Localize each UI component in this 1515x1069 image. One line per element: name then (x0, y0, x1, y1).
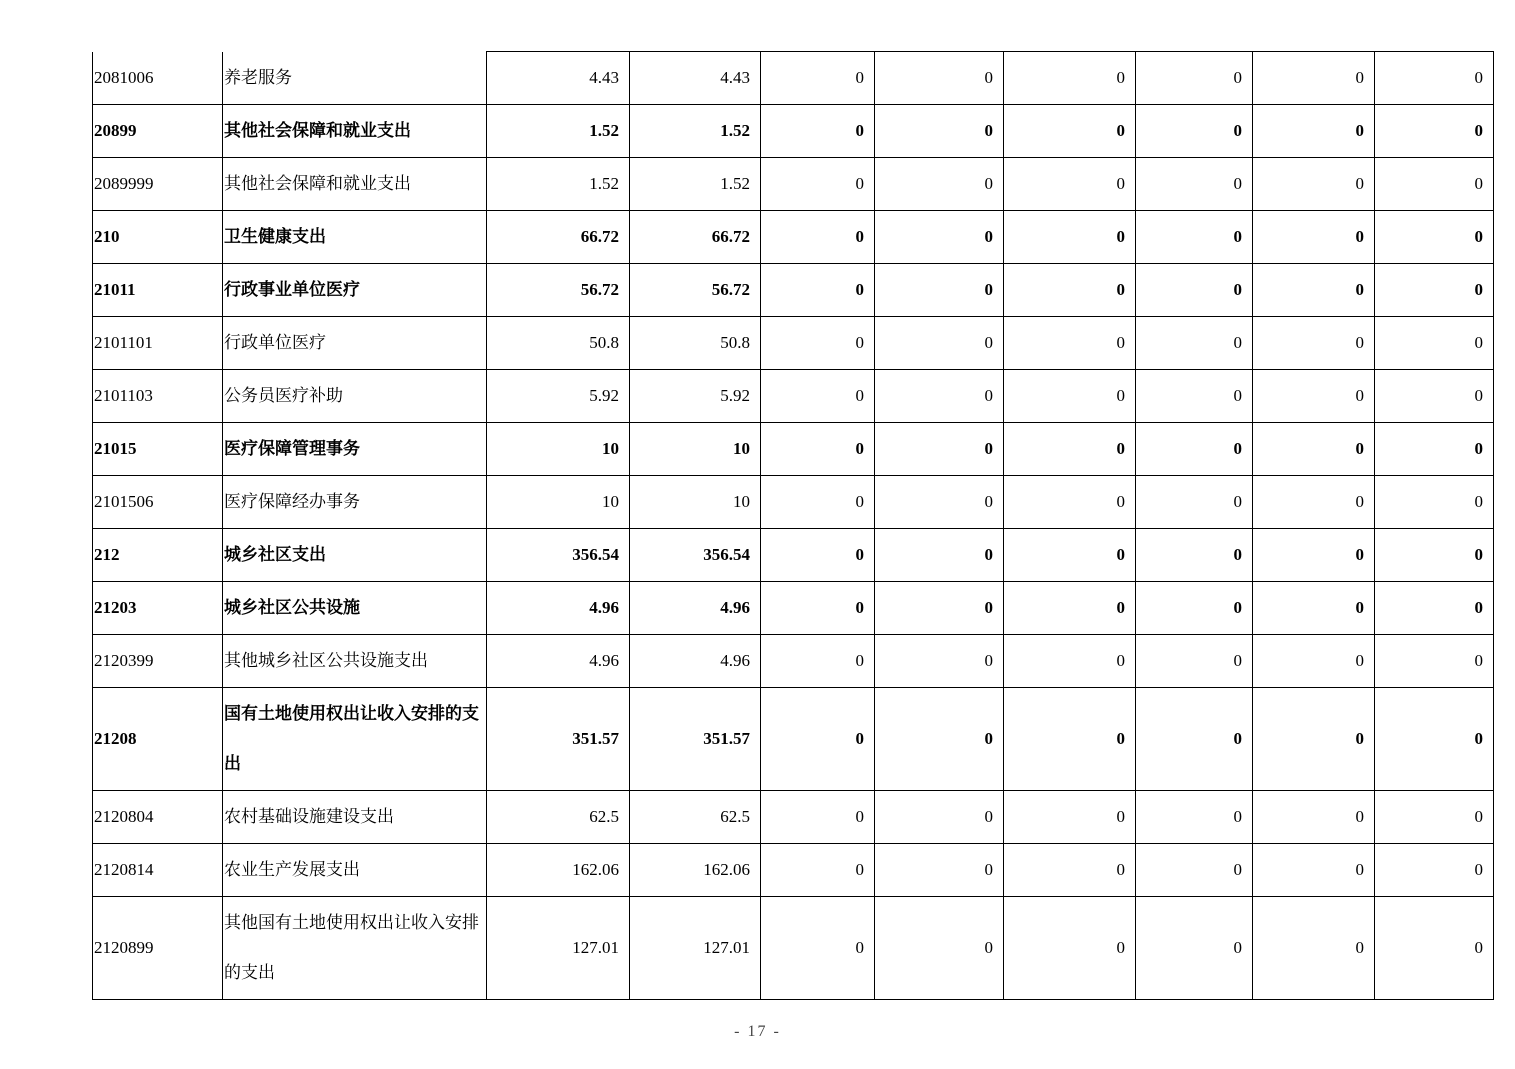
amount-cell: 0 (1375, 688, 1494, 791)
amount-cell: 0 (1253, 582, 1375, 635)
amount-cell: 0 (875, 370, 1004, 423)
amount-cell: 0 (875, 211, 1004, 264)
page-number: - 17 - (734, 1023, 781, 1040)
amount-cell: 0 (875, 317, 1004, 370)
subject-name-cell: 城乡社区公共设施 (223, 582, 487, 635)
amount-cell: 351.57 (487, 688, 630, 791)
amount-cell: 0 (761, 423, 875, 476)
amount-cell: 4.96 (487, 635, 630, 688)
subject-name-cell: 农业生产发展支出 (223, 844, 487, 897)
amount-cell: 10 (630, 476, 761, 529)
amount-cell: 0 (1004, 582, 1136, 635)
amount-cell: 0 (1253, 423, 1375, 476)
amount-cell: 0 (875, 897, 1004, 1000)
amount-cell: 0 (1136, 264, 1253, 317)
amount-cell: 0 (1004, 370, 1136, 423)
amount-cell: 0 (1375, 105, 1494, 158)
amount-cell: 0 (875, 264, 1004, 317)
amount-cell: 0 (1004, 52, 1136, 105)
amount-cell: 4.43 (487, 52, 630, 105)
amount-cell: 0 (761, 158, 875, 211)
amount-cell: 1.52 (487, 105, 630, 158)
table-row (93, 791, 1494, 844)
amount-cell: 0 (1004, 844, 1136, 897)
amount-cell: 0 (761, 529, 875, 582)
table-row (93, 211, 1494, 264)
table-row (93, 529, 1494, 582)
table-row (93, 370, 1494, 423)
subject-name-cell: 农村基础设施建设支出 (223, 791, 487, 844)
subject-name-cell: 行政单位医疗 (223, 317, 487, 370)
amount-cell: 0 (875, 582, 1004, 635)
amount-cell: 0 (875, 529, 1004, 582)
amount-cell: 162.06 (630, 844, 761, 897)
amount-cell: 66.72 (487, 211, 630, 264)
amount-cell: 0 (1004, 688, 1136, 791)
amount-cell: 10 (487, 423, 630, 476)
amount-cell: 0 (875, 844, 1004, 897)
amount-cell: 0 (1004, 423, 1136, 476)
amount-cell: 0 (1375, 370, 1494, 423)
table-row (93, 158, 1494, 211)
amount-cell: 0 (1004, 105, 1136, 158)
table-row (93, 52, 1494, 105)
amount-cell: 0 (875, 791, 1004, 844)
amount-cell: 0 (1253, 211, 1375, 264)
subject-code-cell: 21015 (93, 423, 223, 476)
amount-cell: 0 (1375, 635, 1494, 688)
table-row (93, 317, 1494, 370)
amount-cell: 0 (1136, 211, 1253, 264)
amount-cell: 0 (875, 635, 1004, 688)
subject-code-cell: 210 (93, 211, 223, 264)
amount-cell: 0 (1375, 529, 1494, 582)
amount-cell: 0 (761, 844, 875, 897)
amount-cell: 0 (761, 211, 875, 264)
table-row (93, 582, 1494, 635)
amount-cell: 0 (1253, 635, 1375, 688)
amount-cell: 0 (1136, 105, 1253, 158)
subject-name-cell: 城乡社区支出 (223, 529, 487, 582)
subject-code-cell: 20899 (93, 105, 223, 158)
subject-code-cell: 2120399 (93, 635, 223, 688)
amount-cell: 0 (875, 52, 1004, 105)
amount-cell: 4.96 (630, 582, 761, 635)
subject-name-cell: 养老服务 (223, 52, 487, 105)
amount-cell: 0 (1375, 791, 1494, 844)
subject-name-cell: 行政事业单位医疗 (223, 264, 487, 317)
subject-code-cell: 2120804 (93, 791, 223, 844)
amount-cell: 0 (1004, 897, 1136, 1000)
amount-cell: 0 (1136, 529, 1253, 582)
amount-cell: 0 (1253, 897, 1375, 1000)
amount-cell: 0 (875, 476, 1004, 529)
amount-cell: 0 (1253, 158, 1375, 211)
amount-cell: 0 (1253, 317, 1375, 370)
amount-cell: 0 (1136, 688, 1253, 791)
table-row (93, 105, 1494, 158)
subject-code-cell: 2089999 (93, 158, 223, 211)
subject-name-cell: 公务员医疗补助 (223, 370, 487, 423)
subject-name-cell: 国有土地使用权出让收入安排的支出 (223, 688, 487, 791)
subject-code-cell: 212 (93, 529, 223, 582)
amount-cell: 0 (1136, 791, 1253, 844)
amount-cell: 0 (1375, 423, 1494, 476)
amount-cell: 56.72 (487, 264, 630, 317)
amount-cell: 50.8 (630, 317, 761, 370)
amount-cell: 0 (875, 158, 1004, 211)
amount-cell: 0 (1375, 844, 1494, 897)
amount-cell: 0 (875, 105, 1004, 158)
budget-expenditure-table (92, 51, 1494, 1000)
amount-cell: 356.54 (630, 529, 761, 582)
table-row (93, 688, 1494, 791)
subject-code-cell: 2101103 (93, 370, 223, 423)
amount-cell: 62.5 (487, 791, 630, 844)
amount-cell: 0 (1136, 897, 1253, 1000)
amount-cell: 0 (1136, 582, 1253, 635)
amount-cell: 127.01 (487, 897, 630, 1000)
table-row (93, 635, 1494, 688)
amount-cell: 56.72 (630, 264, 761, 317)
amount-cell: 0 (1004, 635, 1136, 688)
amount-cell: 0 (1375, 582, 1494, 635)
amount-cell: 5.92 (487, 370, 630, 423)
subject-code-cell: 2101101 (93, 317, 223, 370)
subject-name-cell: 其他社会保障和就业支出 (223, 105, 487, 158)
amount-cell: 0 (761, 897, 875, 1000)
amount-cell: 0 (1253, 688, 1375, 791)
amount-cell: 162.06 (487, 844, 630, 897)
amount-cell: 351.57 (630, 688, 761, 791)
amount-cell: 5.92 (630, 370, 761, 423)
amount-cell: 0 (1004, 317, 1136, 370)
subject-name-cell: 医疗保障管理事务 (223, 423, 487, 476)
table-body (93, 52, 1494, 1000)
amount-cell: 4.96 (630, 635, 761, 688)
amount-cell: 0 (1375, 264, 1494, 317)
amount-cell: 0 (761, 105, 875, 158)
amount-cell: 0 (761, 317, 875, 370)
amount-cell: 66.72 (630, 211, 761, 264)
amount-cell: 0 (1375, 897, 1494, 1000)
amount-cell: 0 (761, 582, 875, 635)
amount-cell: 50.8 (487, 317, 630, 370)
table-row (93, 476, 1494, 529)
amount-cell: 0 (761, 688, 875, 791)
amount-cell: 0 (1004, 791, 1136, 844)
amount-cell: 0 (1136, 52, 1253, 105)
amount-cell: 356.54 (487, 529, 630, 582)
amount-cell: 0 (761, 264, 875, 317)
budget-table-container (92, 51, 1494, 1000)
subject-name-cell: 其他社会保障和就业支出 (223, 158, 487, 211)
subject-code-cell: 21203 (93, 582, 223, 635)
amount-cell: 0 (1136, 844, 1253, 897)
amount-cell: 0 (1253, 52, 1375, 105)
amount-cell: 127.01 (630, 897, 761, 1000)
amount-cell: 0 (1253, 370, 1375, 423)
amount-cell: 10 (487, 476, 630, 529)
subject-name-cell: 医疗保障经办事务 (223, 476, 487, 529)
amount-cell: 0 (1136, 158, 1253, 211)
amount-cell: 0 (1253, 844, 1375, 897)
table-row (93, 264, 1494, 317)
amount-cell: 0 (1136, 476, 1253, 529)
subject-code-cell: 21208 (93, 688, 223, 791)
amount-cell: 1.52 (630, 158, 761, 211)
amount-cell: 0 (1375, 476, 1494, 529)
amount-cell: 62.5 (630, 791, 761, 844)
amount-cell: 4.43 (630, 52, 761, 105)
amount-cell: 4.96 (487, 582, 630, 635)
amount-cell: 0 (1136, 635, 1253, 688)
amount-cell: 0 (1136, 423, 1253, 476)
table-row (93, 897, 1494, 1000)
subject-code-cell: 2101506 (93, 476, 223, 529)
amount-cell: 0 (1253, 791, 1375, 844)
subject-name-cell: 卫生健康支出 (223, 211, 487, 264)
amount-cell: 0 (1004, 158, 1136, 211)
amount-cell: 0 (761, 476, 875, 529)
amount-cell: 0 (1004, 264, 1136, 317)
amount-cell: 10 (630, 423, 761, 476)
subject-code-cell: 2120899 (93, 897, 223, 1000)
subject-name-cell: 其他城乡社区公共设施支出 (223, 635, 487, 688)
amount-cell: 0 (761, 370, 875, 423)
amount-cell: 0 (1004, 211, 1136, 264)
subject-name-cell: 其他国有土地使用权出让收入安排的支出 (223, 897, 487, 1000)
amount-cell: 0 (1136, 370, 1253, 423)
amount-cell: 1.52 (487, 158, 630, 211)
amount-cell: 0 (761, 791, 875, 844)
amount-cell: 0 (1004, 476, 1136, 529)
amount-cell: 0 (1375, 52, 1494, 105)
amount-cell: 0 (1375, 211, 1494, 264)
amount-cell: 0 (1375, 158, 1494, 211)
amount-cell: 0 (875, 423, 1004, 476)
amount-cell: 1.52 (630, 105, 761, 158)
amount-cell: 0 (875, 688, 1004, 791)
amount-cell: 0 (1253, 105, 1375, 158)
amount-cell: 0 (1253, 529, 1375, 582)
subject-code-cell: 2081006 (93, 52, 223, 105)
amount-cell: 0 (1004, 529, 1136, 582)
amount-cell: 0 (761, 635, 875, 688)
subject-code-cell: 21011 (93, 264, 223, 317)
amount-cell: 0 (761, 52, 875, 105)
amount-cell: 0 (1253, 476, 1375, 529)
amount-cell: 0 (1375, 317, 1494, 370)
subject-code-cell: 2120814 (93, 844, 223, 897)
table-row (93, 423, 1494, 476)
amount-cell: 0 (1136, 317, 1253, 370)
amount-cell: 0 (1253, 264, 1375, 317)
table-row (93, 844, 1494, 897)
